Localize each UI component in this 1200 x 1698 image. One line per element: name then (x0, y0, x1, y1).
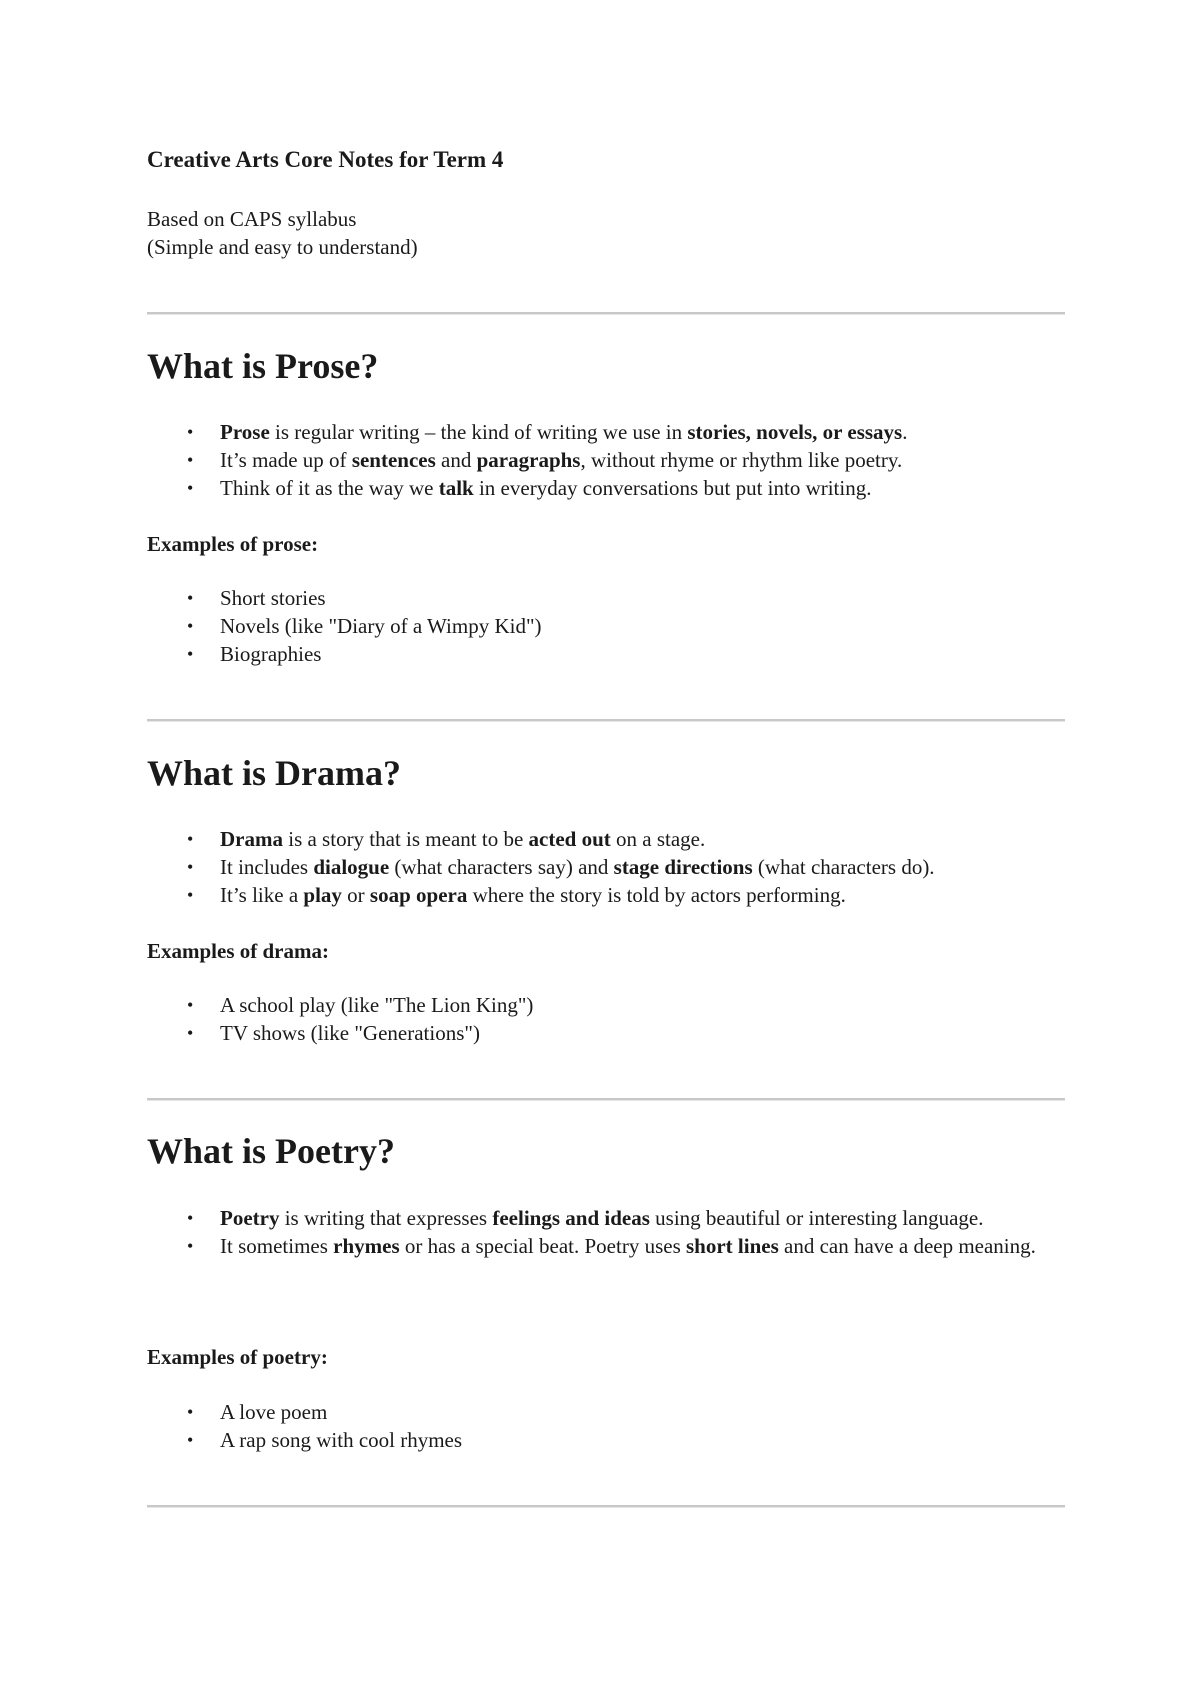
example-text: A rap song with cool rhymes (220, 1428, 463, 1452)
bold-text: Poetry (220, 1206, 280, 1230)
text-run: is a story that is meant to be (282, 827, 529, 851)
subtitle-note: (Simple and easy to understand) (147, 235, 418, 259)
text-run: , without rhyme or rhythm like poetry. (580, 448, 903, 472)
bullet-dot-icon: • (187, 885, 194, 905)
list-item (147, 853, 1065, 881)
section-heading-drama: What is Drama? (147, 753, 401, 793)
bullet-dot-icon: • (187, 478, 194, 498)
text-run: and (435, 448, 477, 472)
text-run: or has a special beat. Poetry uses (399, 1234, 686, 1258)
bullet-dot-icon: • (187, 1430, 194, 1450)
list-item (147, 474, 1065, 502)
text-run: (what characters say) and (389, 855, 614, 879)
bold-text: soap opera (369, 883, 468, 907)
list-item (147, 446, 1065, 474)
bullet-dot-icon: • (187, 1023, 194, 1043)
text-run: using beautiful or interesting language. (649, 1206, 984, 1230)
example-text: TV shows (like "Generations") (220, 1021, 480, 1045)
list-item (147, 991, 1065, 1019)
prose-examples-label: Examples of prose: (147, 532, 319, 556)
divider-prose (147, 719, 1065, 722)
example-text: Biographies (220, 642, 322, 666)
text-run: It sometimes (220, 1234, 334, 1258)
bullet-dot-icon: • (187, 644, 194, 664)
text-run: . (902, 420, 908, 444)
text-run: or (341, 883, 370, 907)
bold-text: paragraphs (476, 448, 581, 472)
bold-text: rhymes (333, 1234, 400, 1258)
bullet-dot-icon: • (187, 857, 194, 877)
text-run: on a stage. (610, 827, 706, 851)
prose-examples (147, 584, 1065, 668)
bold-text: stories, novels, or essays (687, 420, 903, 444)
bold-text: short lines (686, 1234, 779, 1258)
bold-text: play (303, 883, 342, 907)
bullet-dot-icon: • (187, 616, 194, 636)
bold-text: Drama (220, 827, 283, 851)
list-item (147, 1204, 1065, 1232)
bold-text: talk (438, 476, 474, 500)
example-text: Short stories (220, 586, 326, 610)
example-text: A love poem (220, 1400, 328, 1424)
bullet-dot-icon: • (187, 995, 194, 1015)
prose-bullets (147, 418, 1065, 502)
text-run: is regular writing – the kind of writing we use in (269, 420, 688, 444)
list-item (147, 881, 1065, 909)
list-item (147, 418, 1065, 446)
list-item (147, 1398, 1065, 1426)
list-item (147, 825, 1065, 853)
bullet-dot-icon: • (187, 829, 194, 849)
bullet-dot-icon: • (187, 588, 194, 608)
poetry-examples-label: Examples of poetry: (147, 1345, 328, 1369)
example-text: Novels (like "Diary of a Wimpy Kid") (220, 614, 542, 638)
example-text: A school play (like "The Lion King") (220, 993, 534, 1017)
drama-bullets (147, 825, 1065, 909)
bold-text: stage directions (613, 855, 753, 879)
list-item (147, 1019, 1065, 1047)
drama-examples-label: Examples of drama: (147, 939, 329, 963)
text-run: and can have a deep meaning. (778, 1234, 1036, 1258)
section-heading-prose: What is Prose? (147, 346, 379, 386)
list-item (147, 612, 1065, 640)
section-heading-poetry: What is Poetry? (147, 1131, 395, 1171)
bold-text: feelings and ideas (492, 1206, 650, 1230)
text-run: Think of it as the way we (220, 476, 439, 500)
divider-top (147, 312, 1065, 315)
text-run: where the story is told by actors performing. (467, 883, 846, 907)
text-run: in everyday conversations but put into writing. (473, 476, 872, 500)
divider-drama (147, 1098, 1065, 1101)
text-run: It includes (220, 855, 314, 879)
bullet-dot-icon: • (187, 1236, 194, 1256)
list-item (147, 1232, 1065, 1260)
text-run: (what characters do). (752, 855, 935, 879)
bold-text: acted out (528, 827, 611, 851)
text-run: is writing that expresses (279, 1206, 493, 1230)
poetry-examples (147, 1398, 1065, 1454)
bullet-dot-icon: • (187, 450, 194, 470)
document-title: Creative Arts Core Notes for Term 4 (147, 147, 504, 172)
bold-text: Prose (220, 420, 270, 444)
bullet-dot-icon: • (187, 422, 194, 442)
drama-examples (147, 991, 1065, 1047)
text-run: It’s like a (220, 883, 304, 907)
bullet-dot-icon: • (187, 1402, 194, 1422)
bold-text: sentences (351, 448, 436, 472)
bullet-dot-icon: • (187, 1208, 194, 1228)
poetry-bullets (147, 1204, 1065, 1260)
divider-bottom (147, 1505, 1065, 1508)
list-item (147, 1426, 1065, 1454)
subtitle-syllabus: Based on CAPS syllabus (147, 207, 357, 231)
list-item (147, 640, 1065, 668)
text-run: It’s made up of (220, 448, 352, 472)
list-item (147, 584, 1065, 612)
bold-text: dialogue (313, 855, 390, 879)
